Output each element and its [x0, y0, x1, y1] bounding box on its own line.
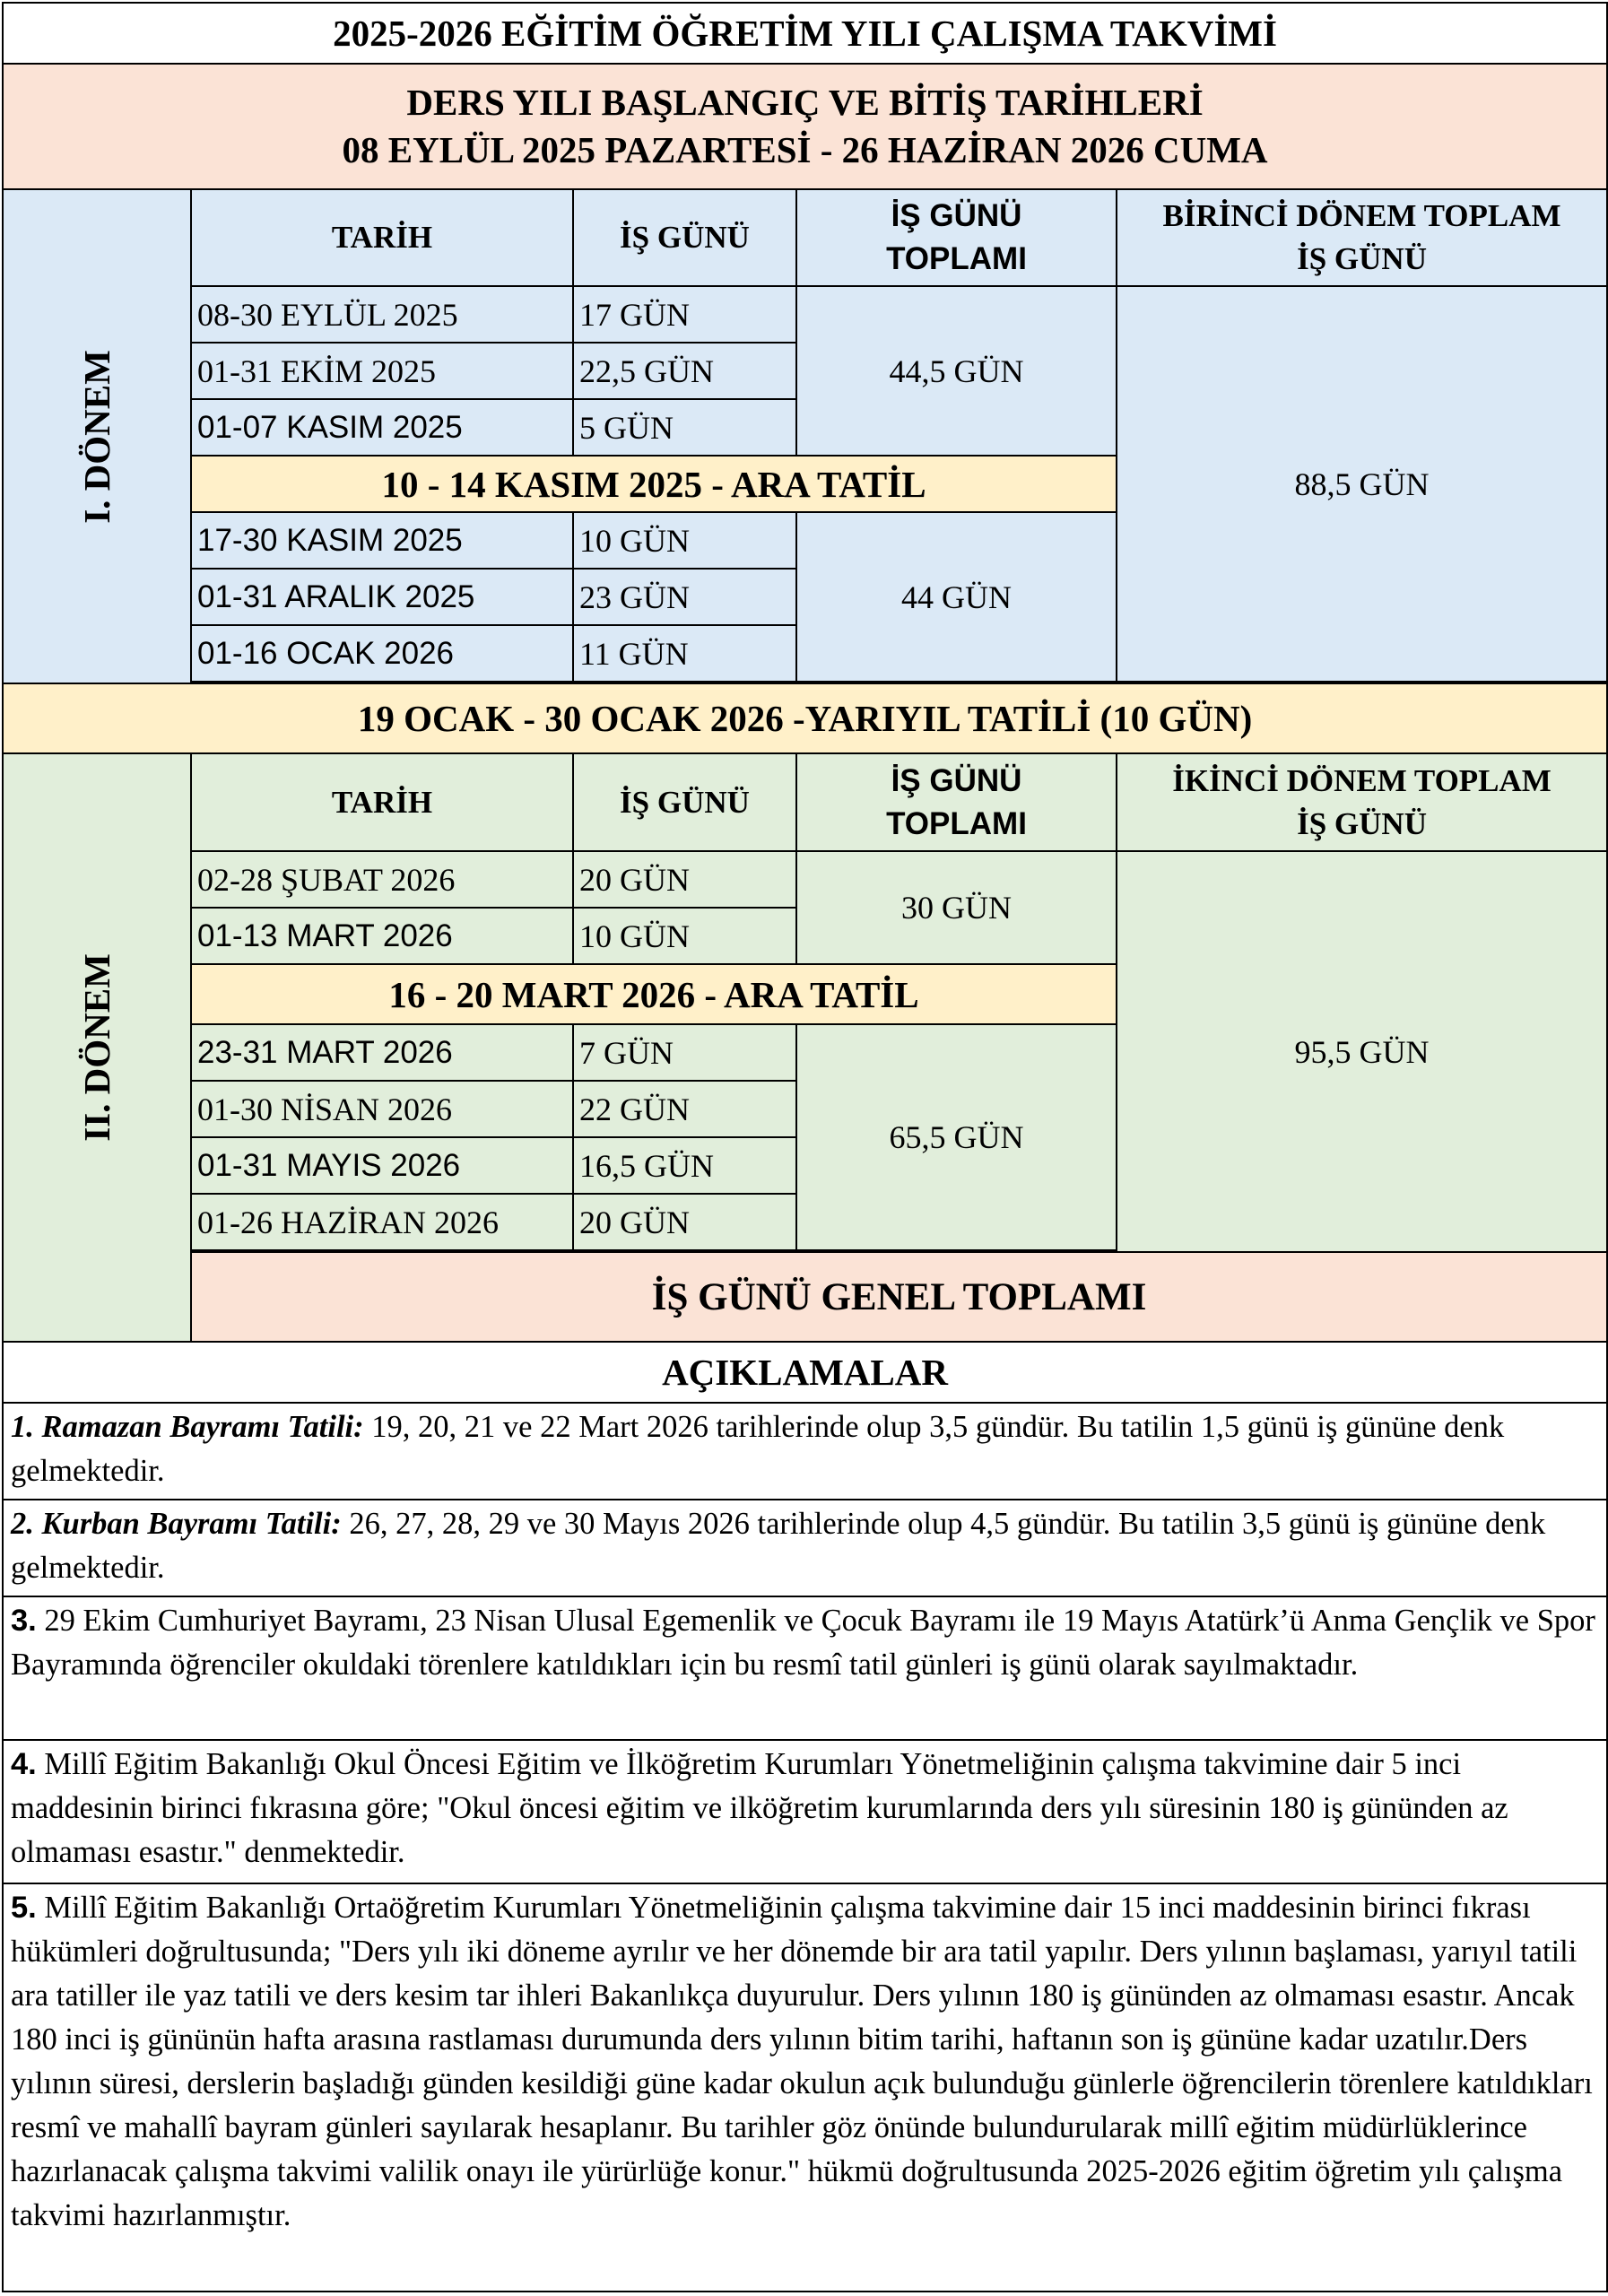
dates-heading: DERS YILI BAŞLANGIÇ VE BİTİŞ TARİHLERİ — [406, 82, 1204, 123]
explanation-text: Millî Eğitim Bakanlığı Ortaöğretim Kurumları Yönetmeliğinin çalışma takvimine dair 15 inci maddesinin birinci fıkrası hükümleri doğrultusunda; "Ders yılı iki döneme ayrılır ve her dönemde bir ara tatil yapılır. Ders yılının başlaması, yarıyıl tatili ara tatiller ile yaz tatili ve ders kesim tar ihleri Bakanlıkça duyurulur. Ders yılının 180 iş gününden az olmaması esastır. Ancak 180 inci iş gününün hafta arasına rastlaması durumunda ders yılının bitim tarihi, haftanın son iş gününe kadar uzatılır.Ders yılının süresi, derslerin başladığı günden kesildiği güne kadar okulun açık bulunduğu günlerle öğrencilerin törenlere katıldıkları resmî ve mahallî bayram günleri sayılarak hesaplanır. Bu tarihler göz önünde bulundurularak millî eğitim müdürlüklerince hazırlanacak çalışma takvimi valilik onayı ile yürürlüğe konur." hükmü doğrultusunda 2025-2026 eğitim öğretim yılı çalışma takvimi hazırlanmıştır. — [11, 1891, 1593, 2232]
term2-total-header-line1: İKİNCİ DÖNEM TOPLAM — [1172, 762, 1552, 798]
term2-col-tarih: TARİH — [191, 753, 573, 851]
days-cell: 17 GÜN — [573, 286, 796, 343]
date-cell: 01-13 MART 2026 — [191, 908, 573, 964]
explanation-label: Ramazan Bayramı Tatili: — [41, 1410, 364, 1444]
explanations-title: AÇIKLAMALAR — [3, 1342, 1607, 1403]
page-title: 2025-2026 EĞİTİM ÖĞRETİM YILI ÇALIŞMA TAKVİMİ — [3, 3, 1607, 64]
days-cell: 22 GÜN — [573, 1081, 796, 1137]
days-cell: 7 GÜN — [573, 1024, 796, 1081]
term1-col-tarih: TARİH — [191, 189, 573, 286]
term1-total-header-line1: BİRİNCİ DÖNEM TOPLAM — [1162, 198, 1561, 233]
term1-break: 10 - 14 KASIM 2025 - ARA TATİL — [191, 456, 1117, 512]
term2-col-toplam-line2: TOPLAMI — [886, 805, 1027, 841]
days-cell: 11 GÜN — [573, 625, 796, 682]
explanation-number: 3. — [11, 1604, 37, 1638]
term1-col-toplam-line1: İŞ GÜNÜ — [891, 198, 1022, 233]
term1-subtotal-a: 44,5 GÜN — [796, 286, 1117, 456]
term2-total-header-line2: İŞ GÜNÜ — [1297, 805, 1427, 841]
date-cell: 01-16 OCAK 2026 — [191, 625, 573, 682]
days-cell: 23 GÜN — [573, 569, 796, 625]
table-row — [3, 286, 1607, 343]
days-cell: 10 GÜN — [573, 908, 796, 964]
term2-break: 16 - 20 MART 2026 - ARA TATİL — [191, 964, 1117, 1024]
explanation-item-4 — [3, 1740, 1607, 1883]
term1-label: I. DÖNEM — [76, 349, 117, 524]
term1-col-is-gunu: İŞ GÜNÜ — [573, 189, 796, 286]
term1-col-toplam-line2: TOPLAMI — [886, 241, 1027, 276]
term2-subtotal-a: 30 GÜN — [796, 851, 1117, 964]
term1-col-total — [1117, 189, 1607, 286]
date-cell: 01-26 HAZİRAN 2026 — [191, 1194, 573, 1250]
table-row — [3, 851, 1607, 908]
term2-col-toplam — [796, 753, 1117, 851]
term2-col-toplam-line1: İŞ GÜNÜ — [891, 762, 1022, 798]
calendar-table — [2, 2, 1608, 2292]
explanation-item-5 — [3, 1883, 1607, 2292]
term2-label-cell — [3, 753, 191, 1342]
dates-range: 08 EYLÜL 2025 PAZARTESİ - 26 HAZİRAN 2026 CUMA — [342, 129, 1268, 170]
explanation-label: Kurban Bayramı Tatili: — [41, 1507, 342, 1541]
date-cell: 08-30 EYLÜL 2025 — [191, 286, 573, 343]
days-cell: 22,5 GÜN — [573, 343, 796, 399]
term1-total-header-line2: İŞ GÜNÜ — [1297, 241, 1427, 276]
term2-label: II. DÖNEM — [76, 953, 117, 1142]
date-cell: 01-30 NİSAN 2026 — [191, 1081, 573, 1137]
explanation-item-2 — [3, 1500, 1607, 1596]
days-cell: 5 GÜN — [573, 399, 796, 456]
term2-total: 95,5 GÜN — [1117, 851, 1607, 1252]
explanation-item-1 — [3, 1403, 1607, 1500]
term2-col-total — [1117, 753, 1607, 851]
explanation-text: 19, 20, 21 ve 22 Mart 2026 tarihlerinde olup 3,5 gündür. Bu tatilin 1,5 günü iş gününe denk gelmektedir. — [11, 1410, 1505, 1488]
date-cell: 01-07 KASIM 2025 — [191, 399, 573, 456]
explanation-item-3 — [3, 1596, 1607, 1740]
school-year-dates — [3, 64, 1607, 189]
days-cell: 10 GÜN — [573, 512, 796, 569]
days-cell: 20 GÜN — [573, 1194, 796, 1250]
term1-col-toplam — [796, 189, 1117, 286]
explanation-number: 5. — [11, 1891, 37, 1925]
explanation-number: 2. — [11, 1507, 34, 1541]
term1-label-cell — [3, 189, 191, 683]
term1-total: 88,5 GÜN — [1117, 286, 1607, 682]
date-cell: 02-28 ŞUBAT 2026 — [191, 851, 573, 908]
term1-subtotal-b: 44 GÜN — [796, 512, 1117, 682]
explanation-text: 26, 27, 28, 29 ve 30 Mayıs 2026 tarihlerinde olup 4,5 gündür. Bu tatilin 3,5 günü iş gününe denk gelmektedir. — [11, 1507, 1546, 1585]
term2-col-is-gunu: İŞ GÜNÜ — [573, 753, 796, 851]
days-cell: 16,5 GÜN — [573, 1137, 796, 1194]
days-cell: 20 GÜN — [573, 851, 796, 908]
semester-break: 19 OCAK - 30 OCAK 2026 -YARIYIL TATİLİ (10 GÜN) — [3, 683, 1607, 753]
date-cell: 01-31 EKİM 2025 — [191, 343, 573, 399]
date-cell: 01-31 ARALIK 2025 — [191, 569, 573, 625]
date-cell: 23-31 MART 2026 — [191, 1024, 573, 1081]
grand-total-label: İŞ GÜNÜ GENEL TOPLAMI — [191, 1252, 1607, 1342]
explanation-number: 1. — [11, 1410, 34, 1444]
term2-subtotal-b: 65,5 GÜN — [796, 1024, 1117, 1250]
date-cell: 17-30 KASIM 2025 — [191, 512, 573, 569]
explanation-text: Millî Eğitim Bakanlığı Okul Öncesi Eğitim ve İlköğretim Kurumları Yönetmeliğinin çalışma takvimine dair 5 inci maddesinin birinci fıkrasına göre; "Okul öncesi eğitim ve ilköğretim kurumlarında ders yılı süresinin 180 iş gününden az olmaması esastır." denmektedir. — [11, 1747, 1508, 1869]
date-cell: 01-31 MAYIS 2026 — [191, 1137, 573, 1194]
explanation-number: 4. — [11, 1747, 37, 1781]
explanation-text: 29 Ekim Cumhuriyet Bayramı, 23 Nisan Ulusal Egemenlik ve Çocuk Bayramı ile 19 Mayıs Atatürk’ü Anma Gençlik ve Spor Bayramında öğrenciler okuldaki törenlere katıldıkları için bu resmî tatil günleri iş günü olarak sayılmaktadır. — [11, 1604, 1595, 1682]
